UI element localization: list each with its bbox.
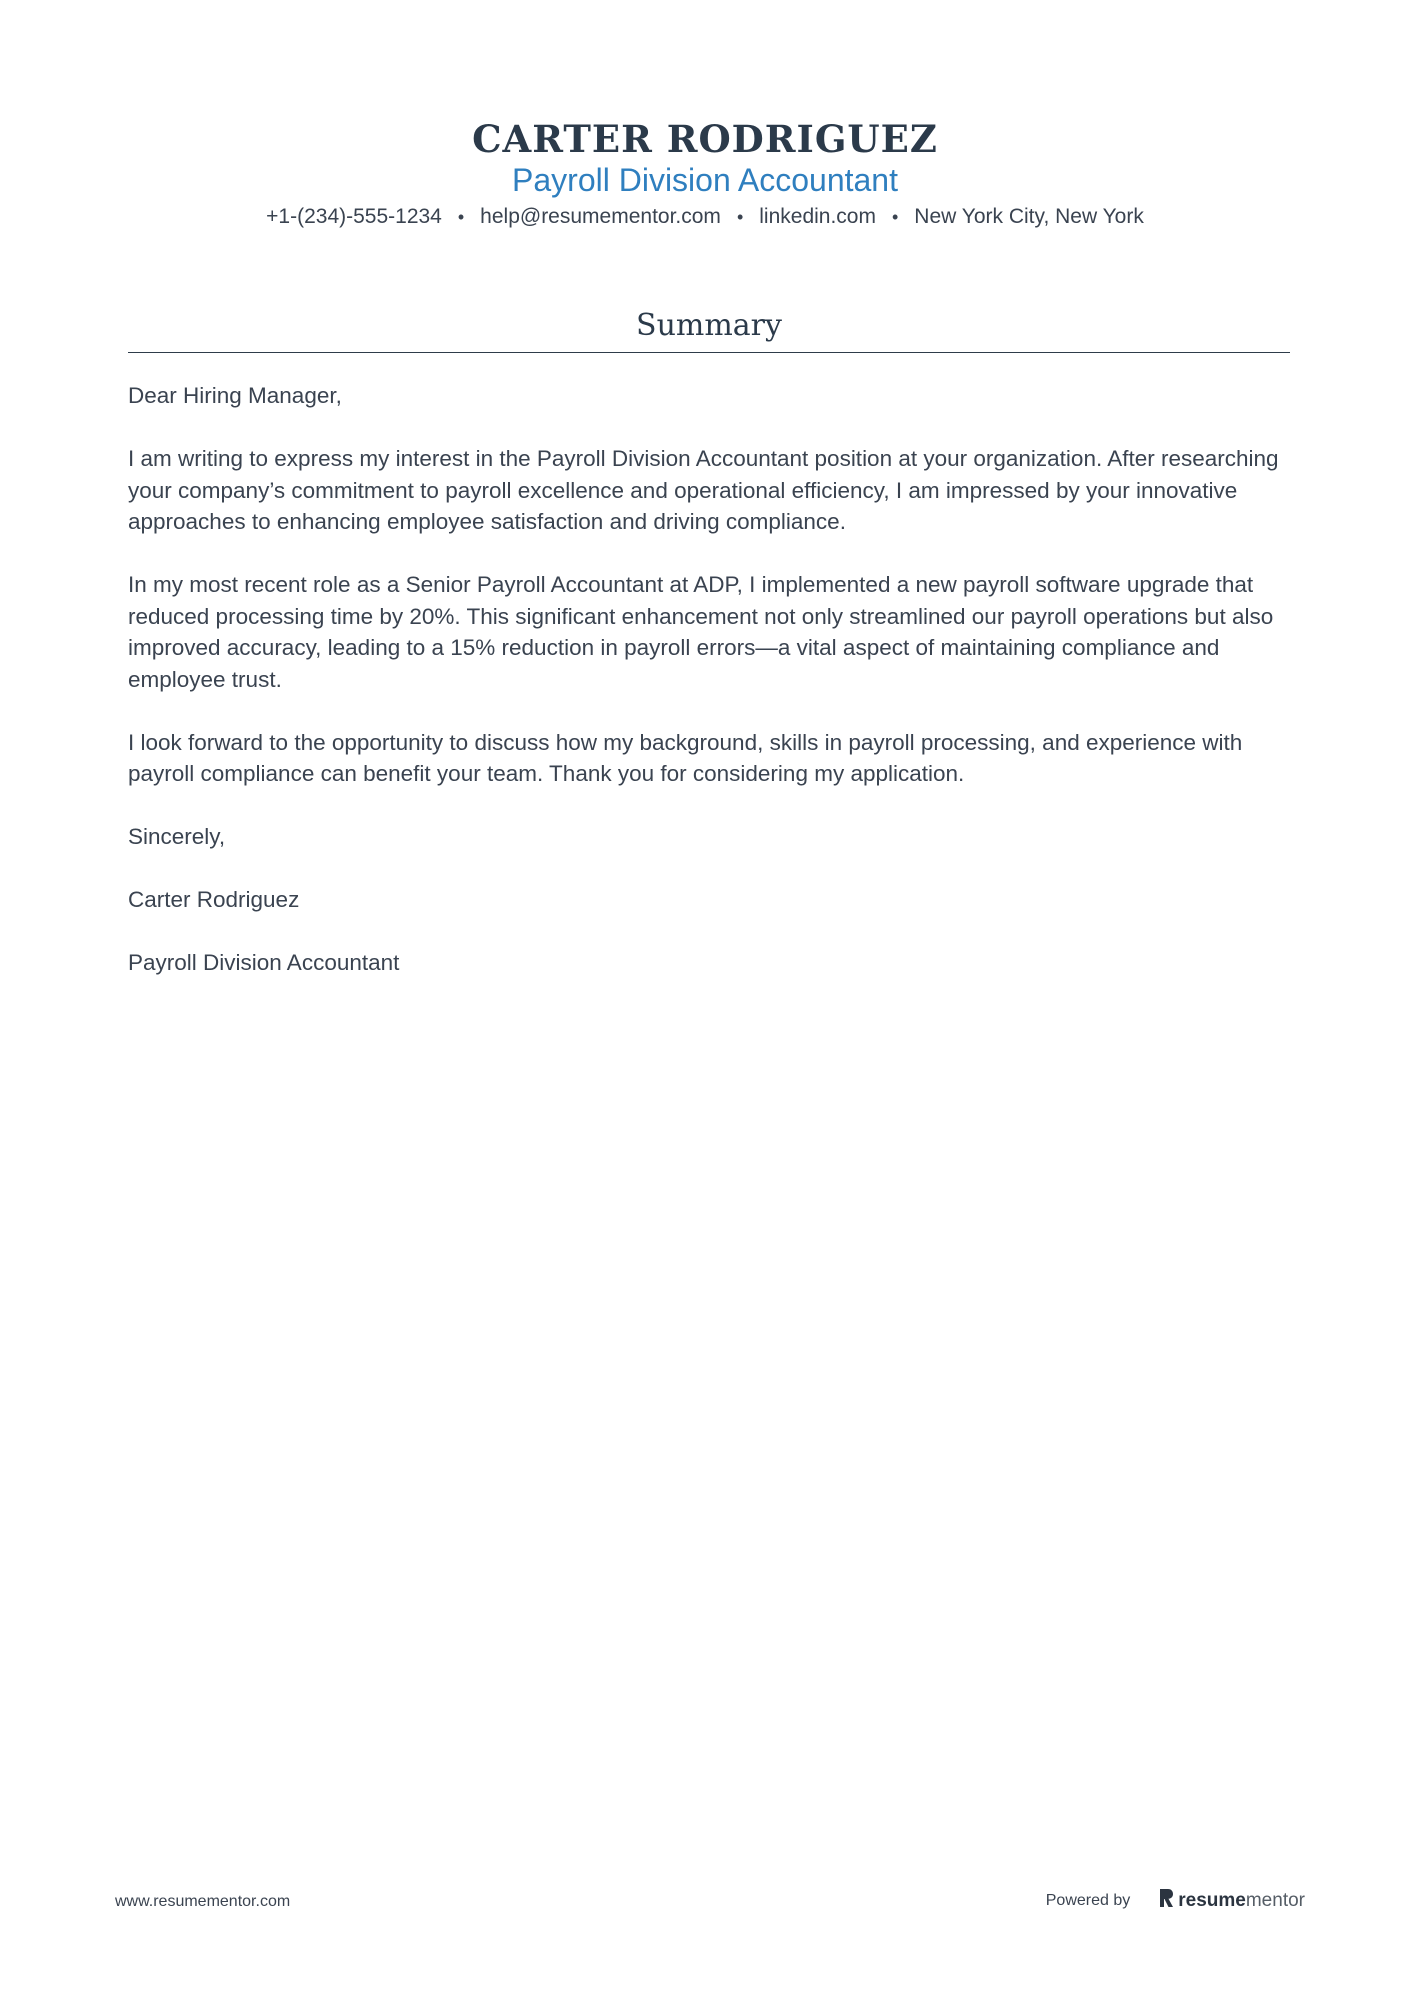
letter-paragraph: In my most recent role as a Senior Payroll Accountant at ADP, I implemented a new payroll software upgrade that reduced processing time by 20%. This significant enhancement not only streamlined our payroll operations but also improved accuracy, leading to a 15% reduction in payroll errors—a vital aspect of maintaining compliance and employee trust. (128, 572, 1274, 692)
resumementor-logo-icon (1158, 1888, 1174, 1914)
footer-branding (1046, 1888, 1305, 1914)
contact-line (0, 201, 1410, 233)
closing: Sincerely, (128, 824, 226, 849)
contact-email: help@resumementor.com (480, 205, 721, 228)
applicant-name: CARTER RODRIGUEZ (472, 117, 938, 161)
logo-text-light: mentor (1245, 1890, 1305, 1911)
resumementor-logo (1158, 1888, 1305, 1914)
letter-paragraph: I look forward to the opportunity to discuss how my background, skills in payroll processing, and experience with payroll compliance can benefit your team. Thank you for considering my application. (128, 729, 1243, 786)
signature-title: Payroll Division Accountant (128, 950, 400, 975)
letter-body (128, 380, 1290, 1010)
signature-name: Carter Rodriguez (128, 887, 300, 912)
contact-separator: • (457, 207, 465, 227)
applicant-title: Payroll Division Accountant (512, 162, 898, 198)
contact-website: linkedin.com (759, 205, 876, 228)
logo-text-bold: resume (1178, 1890, 1246, 1911)
salutation: Dear Hiring Manager, (128, 383, 342, 408)
section-divider (128, 352, 1290, 353)
letter-paragraph: I am writing to express my interest in the Payroll Division Accountant position at your organization. After researching your company’s commitment to payroll excellence and operational efficiency, I am impressed by your innovative approaches to enhancing employee satisfaction and driving compliance. (128, 446, 1279, 534)
contact-location: New York City, New York (914, 205, 1144, 228)
contact-phone: +1-(234)-555-1234 (266, 205, 442, 228)
powered-by-label: Powered by (1045, 1892, 1131, 1909)
contact-separator: • (891, 207, 899, 227)
section-heading: Summary (636, 308, 782, 343)
contact-separator: • (736, 207, 744, 227)
letter-header (0, 115, 1410, 233)
footer-website: www.resumementor.com (115, 1893, 291, 1910)
